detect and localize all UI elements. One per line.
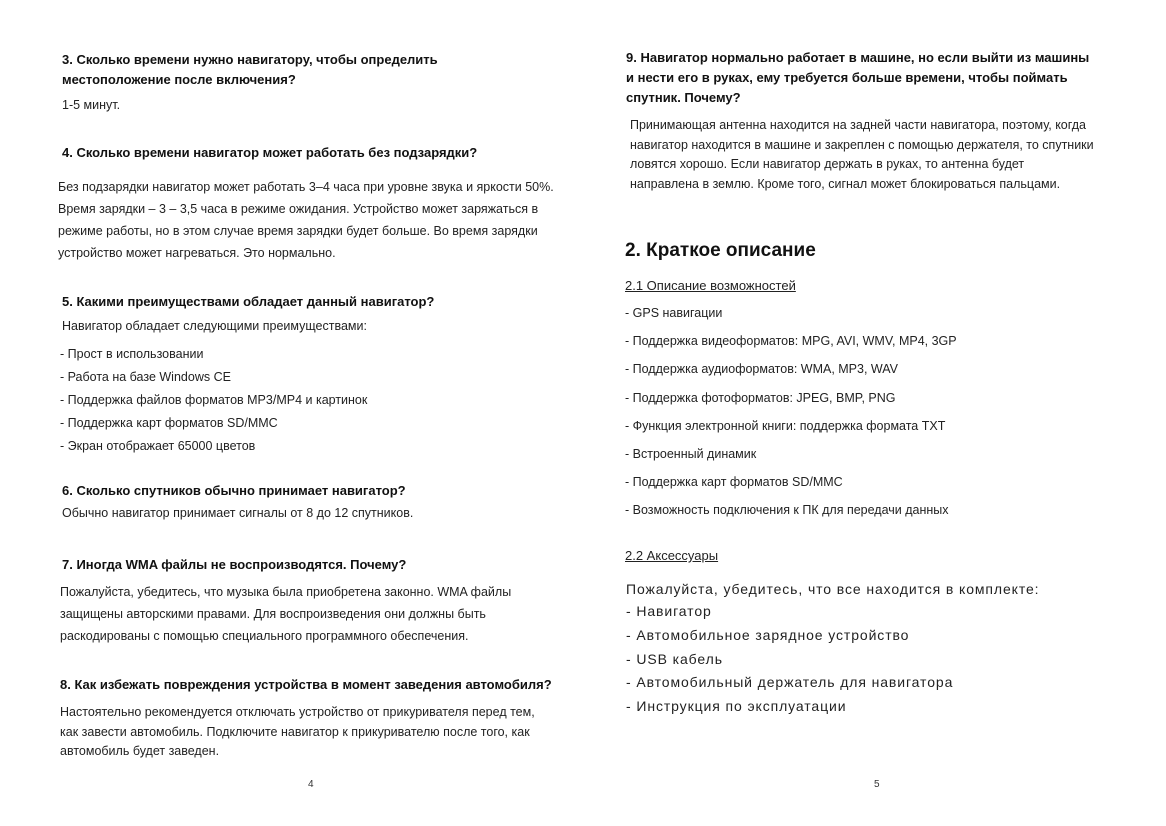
features-list — [625, 299, 957, 525]
page-number: 5 — [874, 779, 880, 790]
features-subtitle: 2.1 Описание возможностей — [625, 278, 796, 293]
question-9-answer: Принимающая антенна находится на задней части навигатора, поэтому, когда навигатор находится в машине и закреплен с помощью держателя, то спутники ловятся хорошо. Если навигатор держать в руках, то антенна будет направлена в землю. Кроме того, сигнал может блокироваться пальцами. — [630, 118, 1094, 191]
list-item: - Поддержка фотоформатов: JPEG, BMP, PNG — [625, 390, 896, 405]
list-item: - Автомобильное зарядное устройство — [626, 626, 910, 643]
question-3-title: 3. Сколько времени нужно навигатору, чтобы определить местоположение после включения? — [62, 52, 438, 87]
list-item: - GPS навигации — [625, 306, 723, 320]
page-right — [583, 0, 1166, 826]
list-item: - Поддержка видеоформатов: MPG, AVI, WMV, MP4, 3GP — [625, 334, 957, 349]
question-4-answer: Без подзарядки навигатор может работать 3–4 часа при уровне звука и яркости 50%. Время зарядки – 3 – 3,5 часа в режиме ожидания. Устройство может заряжаться в режиме работы, но в этом случае время зарядки будет больше. Во время зарядки устройство может нагреваться. Это нормально. — [58, 180, 554, 260]
list-item: - USB кабель — [626, 650, 723, 667]
advantages-list — [60, 343, 367, 458]
list-item: - Встроенный динамик — [625, 447, 757, 462]
question-9-title: 9. Навигатор нормально работает в машине, но если выйти из машины и нести его в руках, ему требуется больше времени, чтобы поймать спутник. Почему? — [626, 50, 1090, 105]
page-number: 4 — [308, 779, 314, 790]
list-item: - Экран отображает 65000 цветов — [60, 439, 256, 453]
list-item: - Поддержка карт форматов SD/MMC — [60, 416, 278, 430]
accessories-intro: Пожалуйста, убедитесь, что все находится в комплекте: — [626, 581, 1040, 597]
question-4-title: 4. Сколько времени навигатор может работать без подзарядки? — [62, 145, 478, 160]
list-item: - Навигатор — [626, 603, 712, 619]
question-7-title: 7. Иногда WMA файлы не воспроизводятся. Почему? — [62, 557, 407, 572]
question-8-title: 8. Как избежать повреждения устройства в момент заведения автомобиля? — [60, 677, 552, 692]
accessories-list — [626, 600, 953, 719]
list-item: - Работа на базе Windows CE — [60, 370, 231, 384]
list-item: - Инструкция по эксплуатации — [626, 698, 847, 715]
accessories-subtitle: 2.2 Аксессуары — [625, 548, 719, 563]
list-item: - Функция электронной книги: поддержка формата TXT — [625, 418, 946, 433]
section-title: 2. Краткое описание — [625, 240, 816, 261]
list-item: - Автомобильный держатель для навигатора — [626, 674, 954, 691]
question-5-title: 5. Какими преимуществами обладает данный навигатор? — [62, 294, 435, 309]
list-item: - Прост в использовании — [60, 347, 204, 361]
list-item: - Возможность подключения к ПК для передачи данных — [625, 503, 949, 518]
question-5-intro: Навигатор обладает следующими преимуществами: — [62, 319, 367, 333]
list-item: - Поддержка аудиоформатов: WMA, MP3, WAV — [625, 362, 898, 377]
list-item: - Поддержка файлов форматов MP3/MP4 и картинок — [60, 393, 368, 407]
question-8-answer: Настоятельно рекомендуется отключать устройство от прикуривателя перед тем, как завести автомобиль. Подключите навигатор к прикуривателю после того, как автомобиль будет заведен. — [60, 705, 535, 758]
question-6-answer: Обычно навигатор принимает сигналы от 8 до 12 спутников. — [62, 506, 414, 520]
question-7-answer: Пожалуйста, убедитесь, что музыка была приобретена законно. WMA файлы защищены авторскими правами. Для воспроизведения они должны быть раскодированы с помощью специального программного обеспечения. — [60, 585, 512, 643]
list-item: - Поддержка карт форматов SD/MMC — [625, 475, 843, 490]
question-3-answer: 1-5 минут. — [62, 98, 121, 112]
question-6-title: 6. Сколько спутников обычно принимает навигатор? — [62, 483, 406, 498]
